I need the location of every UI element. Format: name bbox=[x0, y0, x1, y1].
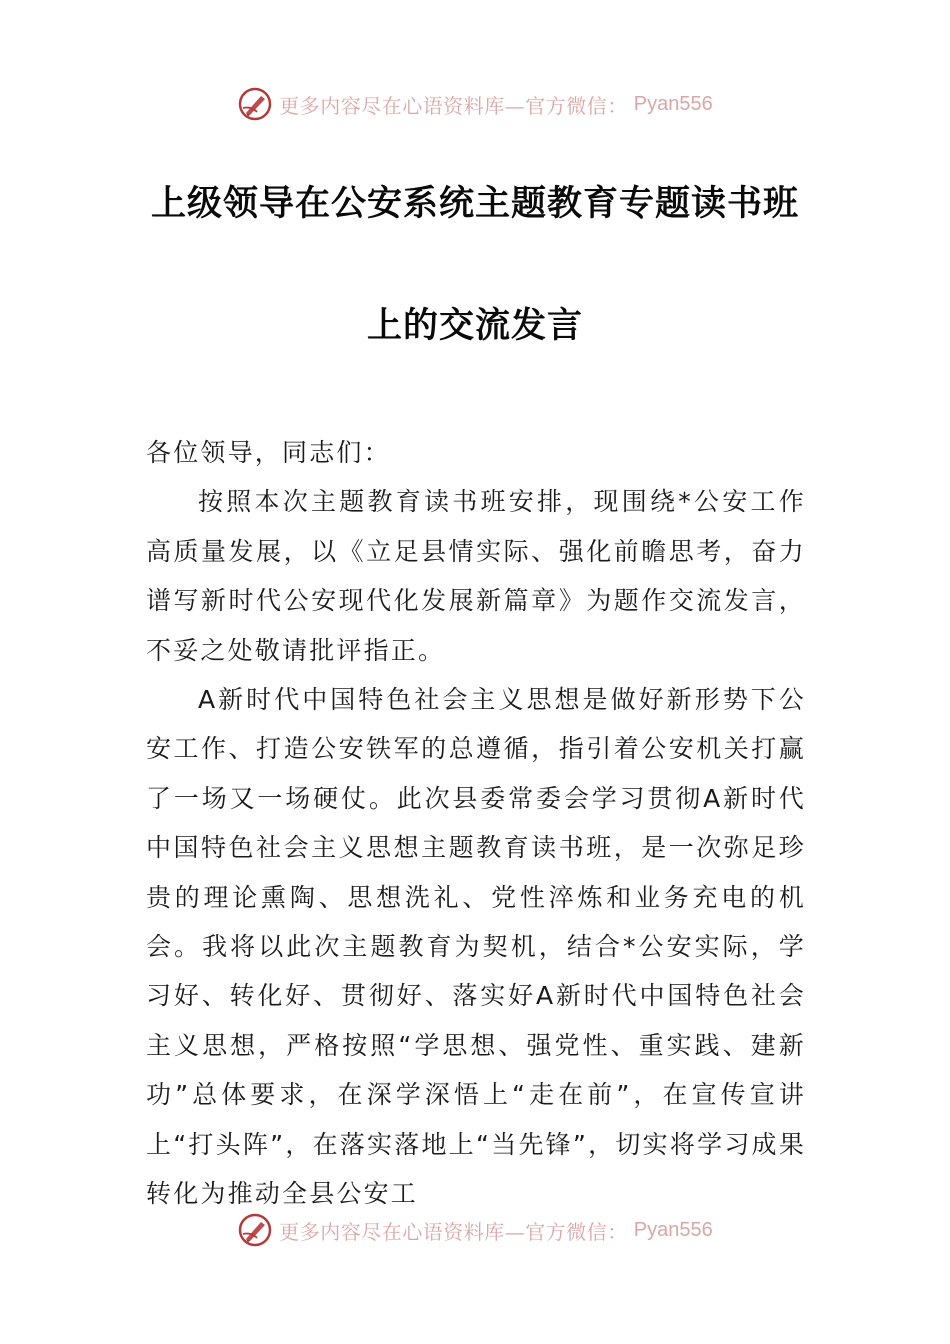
watermark-text: 更多内容尽在心语资料库—官方微信： bbox=[279, 1219, 628, 1244]
watermark-account: Pyan556 bbox=[633, 1218, 713, 1241]
watermark-account: Pyan556 bbox=[633, 92, 713, 115]
pen-logo-icon bbox=[237, 86, 273, 122]
pen-logo-icon bbox=[237, 1212, 273, 1248]
salutation: 各位领导，同志们： bbox=[146, 438, 391, 467]
paragraph: A新时代中国特色社会主义思想是做好新形势下公安工作、打造公安铁军的总遵循，指引着公安机关打赢了一场又一场硬仗。此次县委常委会学习贯彻A新时代中国特色社会主义思想主题教育读书班，是一次弥足珍贵的理论熏陶、思想洗礼、党性淬炼和业务充电的机会。我将以此次主题教育为契机，结合*公安实际，学习好、转化好、贯彻好、落实好A新时代中国特色社会主义思想，严格按照“学思想、强党性、重实践、建新功”总体要求，在深学深悟上“走在前”，在宣传宣讲上“打头阵”，在落实落地上“当先锋”，切实将学习成果转化为推动全县公安工 bbox=[146, 685, 806, 1209]
document-body bbox=[146, 428, 806, 1219]
paragraph: 按照本次主题教育读书班安排，现围绕*公安工作高质量发展，以《立足县情实际、强化前瞻思考，奋力谱写新时代公安现代化发展新篇章》为题作交流发言，不妥之处敬请批评指正。 bbox=[146, 487, 806, 665]
header-watermark bbox=[0, 82, 950, 126]
footer-watermark bbox=[0, 1208, 950, 1252]
document-title-line-2: 上的交流发言 bbox=[366, 306, 583, 346]
document-title-line-1: 上级领导在公安系统主题教育专题读书班 bbox=[150, 184, 799, 224]
watermark-text: 更多内容尽在心语资料库—官方微信： bbox=[279, 93, 628, 118]
